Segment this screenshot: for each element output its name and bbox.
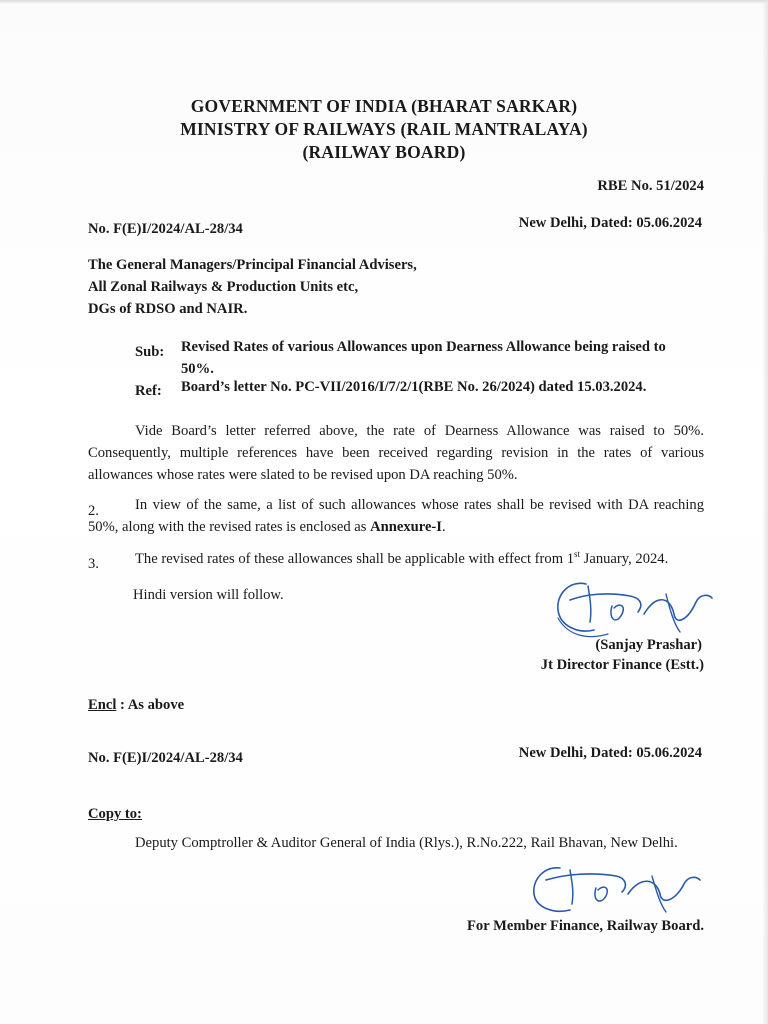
enclosure-note <box>88 697 184 714</box>
issue-date-copy: New Delhi, Dated: 05.06.2024 <box>518 745 702 761</box>
enclosure-label: Encl <box>88 697 117 713</box>
subject-text-line-1: Revised Rates of various Allowances upon Dearness Allowance being raised to <box>181 339 666 355</box>
header-ministry: MINISTRY OF RAILWAYS (RAIL MANTRALAYA) <box>180 119 588 139</box>
file-number-copy: No. F(E)I/2024/AL-28/34 <box>88 750 243 766</box>
footer-sign-line: For Member Finance, Railway Board. <box>467 918 704 934</box>
rbe-number: RBE No. 51/2024 <box>597 178 704 194</box>
paragraph-2-number: 2. <box>88 503 99 519</box>
subject-text-line-2: 50%. <box>181 361 214 377</box>
copy-to-label: Copy to: <box>88 806 142 822</box>
paragraph-3-text-a: The revised rates of these allowances shall be applicable with effect from 1 <box>135 551 574 567</box>
copy-to-recipient: Deputy Comptroller & Auditor General of India (Rlys.), R.No.222, Rail Bhavan, New Delhi. <box>135 835 678 851</box>
signatory-name: (Sanjay Prashar) <box>595 637 702 653</box>
addressee-line-2: All Zonal Railways & Production Units etc, <box>88 279 359 295</box>
header-board: (RAILWAY BOARD) <box>302 142 466 162</box>
paragraph-2-end: . <box>441 519 446 535</box>
subject-label: Sub: <box>135 344 165 360</box>
paragraph-2-text: In view of the same, a list of such allowances whose rates shall be revised with DA reaching 50%, along with the revised rates is enclosed as <box>88 497 704 535</box>
paragraph-3-number: 3. <box>88 556 99 572</box>
signatory-designation: Jt Director Finance (Estt.) <box>540 657 704 673</box>
signature-2-icon <box>526 858 706 920</box>
paragraph-3-text-b: January, 2024. <box>580 551 669 567</box>
reference-text: Board’s letter No. PC-VII/2016/I/7/2/1(RBE No. 26/2024) dated 15.03.2024. <box>181 379 647 395</box>
hindi-version-note: Hindi version will follow. <box>133 587 284 603</box>
addressee-line-3: DGs of RDSO and NAIR. <box>88 301 248 317</box>
header-government: GOVERNMENT OF INDIA (BHARAT SARKAR) <box>190 96 578 116</box>
addressee-line-1: The General Managers/Principal Financial Advisers, <box>88 257 417 273</box>
enclosure-text: : As above <box>116 697 185 713</box>
ordinal-suffix: st <box>574 549 581 560</box>
reference-label: Ref: <box>135 383 162 399</box>
issue-date: New Delhi, Dated: 05.06.2024 <box>518 215 702 231</box>
paragraph-2 <box>88 494 704 538</box>
paragraph-1: Vide Board’s letter referred above, the rate of Dearness Allowance was raised to 50%. Consequently, multiple references have been received regarding revision in the rates of various allowances whose rates were slated to be revised upon DA reaching 50%. <box>88 423 704 483</box>
annexure-reference: Annexure-I <box>370 519 442 535</box>
page-top-edge <box>0 0 768 4</box>
paragraph-3 <box>135 551 668 568</box>
signature-1-icon <box>548 574 718 644</box>
file-number: No. F(E)I/2024/AL-28/34 <box>88 221 243 237</box>
